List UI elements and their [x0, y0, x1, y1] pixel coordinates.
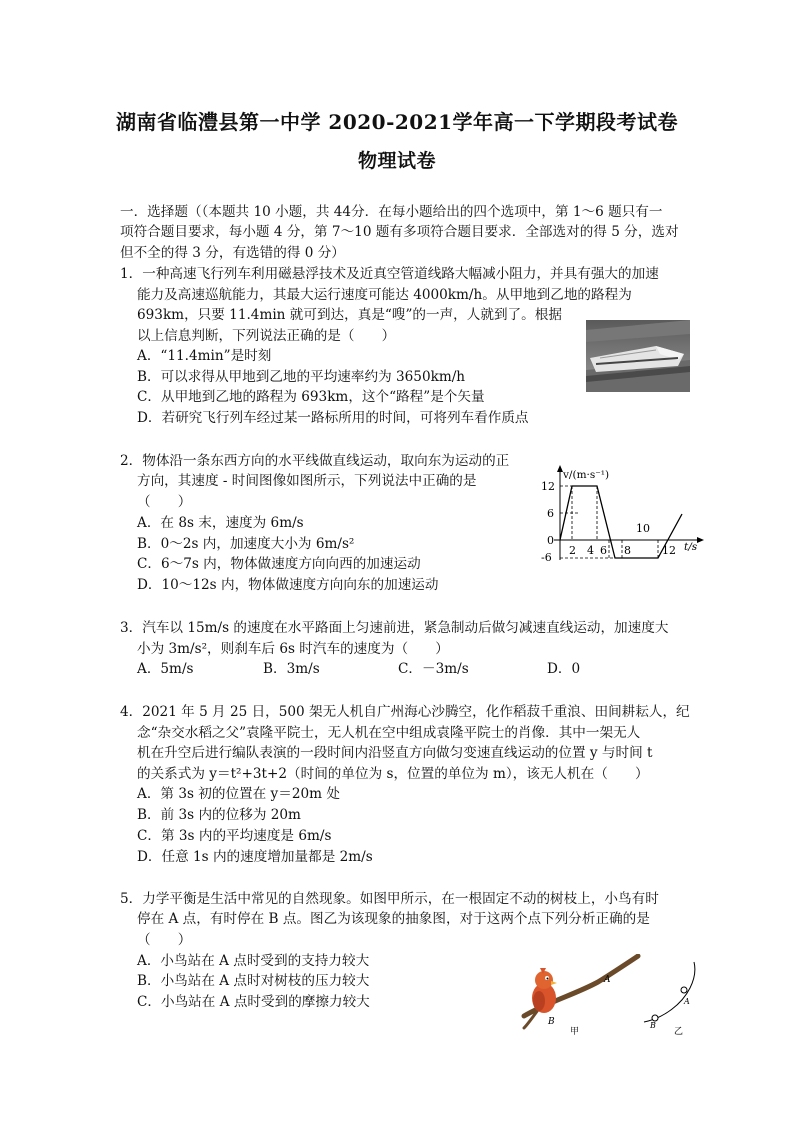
x-tick-label: 12 [662, 544, 676, 557]
figure-jia-label: 甲 [570, 1027, 580, 1036]
q1-option-a: A．“11.4min”是时刻 [137, 348, 272, 364]
q4-stem: 念“杂交水稻之父”袁隆平院士，无人机在空中组成袁隆平院士的肖像．其中一架无人 [137, 725, 641, 741]
q4-stem: 4．2021 年 5 月 25 日，500 架无人机自广州海心沙腾空，化作稻菽千重浪、田间耕耘人，纪 [120, 704, 690, 720]
q2-stem: （ ） [137, 494, 192, 510]
q5-option-c: C．小鸟站在 A 点时受到的摩擦力较大 [137, 994, 370, 1010]
point-b-label: B [548, 1017, 555, 1027]
q1-stem: 以上信息判断，下列说法正确的是（ ） [137, 328, 396, 344]
abstract-figure [640, 960, 706, 1036]
q4-option-c: C．第 3s 内的平均速度是 6m/s [137, 828, 332, 844]
section-header-line: 一．选择题（（本题共 10 小题，共 44分．在每小题给出的四个选项中，第 1～6 题只有一 [120, 204, 663, 220]
q4-option-a: A．第 3s 初的位置在 y＝20m 处 [137, 786, 340, 802]
y-tick-label: 12 [541, 480, 555, 493]
y-axis-label: v/(m·s⁻¹) [563, 469, 610, 481]
point-a-label: A [604, 975, 611, 985]
x-tick-label: 8 [624, 544, 631, 557]
q2-stem: 方向，其速度 - 时间图像如图所示，下列说法中正确的是 [137, 473, 477, 489]
point-a-circle [681, 987, 687, 993]
x-axis-arrow [697, 537, 704, 543]
q5-option-b: B．小鸟站在 A 点时对树枝的压力较大 [137, 973, 370, 989]
q5-stem: 5．力学平衡是生活中常见的自然现象。如图甲所示，在一根固定不动的树枝上，小鸟有时 [120, 891, 659, 907]
q5-stem: 停在 A 点，有时停在 B 点。图乙为该现象的抽象图，对于这两个点下列分析正确的是 [137, 911, 650, 927]
y-tick-label: -6 [541, 551, 552, 564]
q1-option-d: D．若研究飞行列车经过某一路标所用的时间，可将列车看作质点 [137, 410, 529, 426]
page-title: 湖南省临澧县第一中学 2020-2021学年高一下学期段考试卷 [115, 110, 679, 134]
maglev-train-image [586, 320, 690, 392]
q3-stem: 小为 3m/s²，则刹车后 6s 时汽车的速度为（ ） [137, 641, 449, 657]
q1-option-b: B．可以求得从甲地到乙地的平均速率约为 3650km/h [137, 369, 466, 385]
point-a-label: A [684, 997, 690, 1006]
q3-option-b: B．3m/s [263, 661, 320, 677]
q4-stem: 机在升空后进行编队表演的一段时间内沿竖直方向做匀变速直线运动的位置 y 与时间 t [137, 745, 653, 761]
y-tick-label: 0 [547, 534, 554, 547]
q1-option-c: C．从甲地到乙地的路程为 693km，这个“路程”是个矢量 [137, 389, 485, 405]
q4-option-d: D．任意 1s 内的速度增加量都是 2m/s [137, 849, 373, 865]
x-tick-label: 6 [600, 544, 607, 557]
point-b-label: B [650, 1021, 656, 1030]
section-header-line: 项符合题目要求，每小题 4 分，第 7～10 题有多项符合题目要求．全部选对的得 5 分，选对 [120, 224, 679, 240]
page-subtitle: 物理试卷 [357, 150, 436, 172]
q4-stem: 的关系式为 y＝t²+3t+2（时间的单位为 s，位置的单位为 m），该无人机在（ ） [137, 766, 649, 782]
q3-stem: 3．汽车以 15m/s 的速度在水平路面上匀速前进，紧急制动后做匀减速直线运动，加速度大 [120, 620, 669, 636]
q2-stem: 2．物体沿一条东西方向的水平线做直线运动，取向东为运动的正 [120, 453, 510, 469]
y-tick-label: 6 [547, 507, 554, 520]
q1-stem: 1．一种高速飞行列车利用磁悬浮技术及近真空管道线路大幅减小阻力，并具有强大的加速 [120, 266, 659, 282]
x-tick-label: 2 [569, 544, 576, 557]
q2-option-b: B．0～2s 内，加速度大小为 6m/s² [137, 536, 355, 552]
q1-stem: 693km，只要 11.4min 就可到达，真是“嗖”的一声，人就到了。根据 [137, 307, 562, 323]
q3-option-d: D．0 [547, 661, 581, 677]
q2-option-d: D．10～12s 内，物体做速度方向向东的加速运动 [137, 577, 439, 593]
bird-branch-figure [518, 954, 644, 1036]
q4-option-b: B．前 3s 内的位移为 20m [137, 807, 301, 823]
x-tick-label: 4 [587, 544, 594, 557]
q3-option-a: A．5m/s [137, 661, 194, 677]
x-axis-label: t/s [684, 541, 698, 553]
q2-option-a: A．在 8s 末，速度为 6m/s [137, 515, 304, 531]
q5-stem: （ ） [137, 932, 192, 948]
q2-option-c: C．6～7s 内，物体做速度方向向西的加速运动 [137, 556, 421, 572]
section-header-line: 但不全的得 3 分，有选错的得 0 分） [120, 245, 345, 261]
q3-option-c: C．－3m/s [398, 661, 469, 677]
figure-yi-label: 乙 [674, 1027, 684, 1036]
q5-option-a: A．小鸟站在 A 点时受到的支持力较大 [137, 953, 370, 969]
x-tick-label-10: 10 [636, 522, 650, 535]
q1-stem: 能力及高速巡航能力，其最大运行速度可能达 4000km/h。从甲地到乙地的路程为 [137, 287, 632, 303]
velocity-time-graph [530, 462, 710, 570]
